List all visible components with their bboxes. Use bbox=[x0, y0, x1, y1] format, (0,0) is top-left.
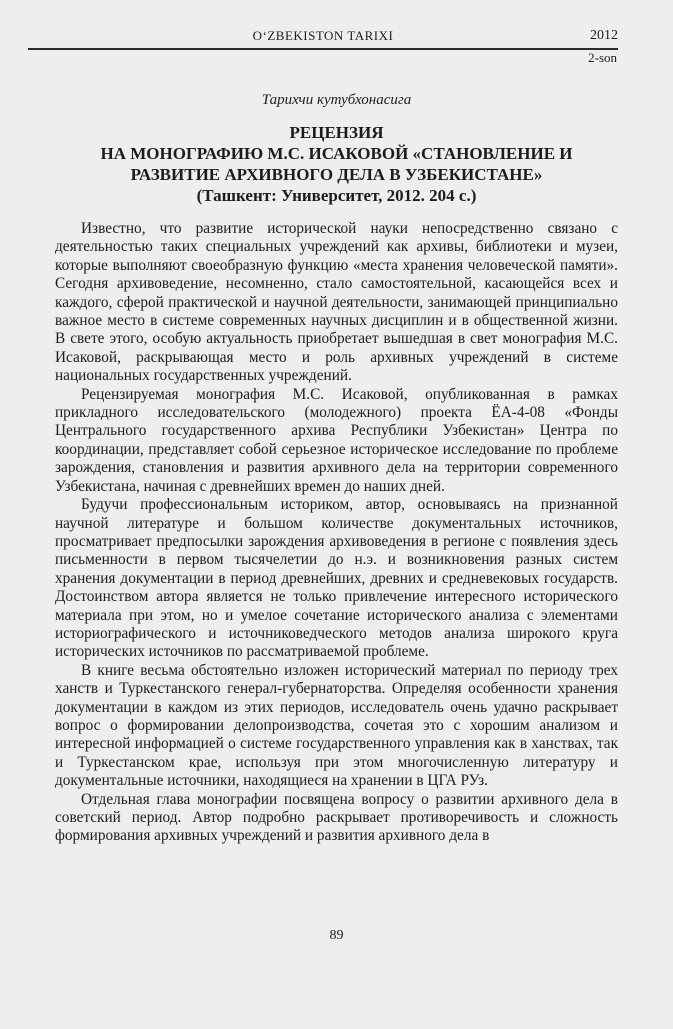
paragraph: Известно, что развитие исторической науки непосредственно связано с деятельностью таких специальных учреждений как архивы, библиотеки и музеи, которые выполняют своеобразную функцию «места хранения человеческой памяти». Сегодня архивоведение, несомненно, стало самостоятельной, касающейся всех и каждого, сферой практической и научной деятельности, занимающей принципиально важное место в системе современных научных дисциплин и в общественной жизни. В свете этого, особую актуальность приобретает вышедшая в свет монография М.С. Исаковой, раскрывающая место и роль архивных учреждений в системе национальных государственных учреждений. bbox=[55, 220, 618, 385]
issue-year: 2012 bbox=[590, 28, 618, 43]
paragraph: Будучи профессиональным историком, автор, основываясь на признанной научной литературе и большом количестве документальных источников, просматривает предпосылки зарождения архивоведения в регионе с появления здесь письменности в первом тысячелетии до н.э. и возникновения разных систем хранения документации в период древнейших, древних и средневековых государств. Достоинством автора является не только привлечение интересного исторического материала при этом, но и умелое сочетание исторического анализа с элементами историографического и источниковедческого методов анализа широкого круга исторических источников по рассматриваемой проблеме. bbox=[55, 496, 618, 661]
paragraph: Отдельная глава монографии посвящена вопросу о развитии архивного дела в советский период. Автор подробно раскрывает противоречивость и сложность формирования архивных учреждений и развития архивного дела в bbox=[55, 790, 618, 845]
section-heading: Тарихчи кутубхонасига bbox=[261, 92, 412, 108]
article-title bbox=[30, 122, 643, 206]
page-number: 89 bbox=[329, 928, 344, 943]
issue-number: 2-son bbox=[588, 50, 617, 65]
article-body bbox=[55, 220, 618, 846]
journal-title: O‘ZBEKISTON TARIXI bbox=[252, 28, 394, 43]
title-line: РЕЦЕНЗИЯ bbox=[289, 123, 384, 142]
title-line: РАЗВИТИЕ АРХИВНОГО ДЕЛА В УЗБЕКИСТАНЕ» bbox=[130, 165, 543, 184]
title-line: НА МОНОГРАФИЮ М.С. ИСАКОВОЙ «СТАНОВЛЕНИЕ И bbox=[100, 144, 573, 163]
title-line: (Ташкент: Университет, 2012. 204 с.) bbox=[196, 186, 477, 205]
paragraph: Рецензируемая монография М.С. Исаковой, опубликованная в рамках прикладного исследовательского (молодежного) проекта ЁА-4-08 «Фонды Центрального государственного архива Республики Узбекистан» Центра по координации, представляет собой серьезное историческое исследование по проблеме зарождения, становления и развития архивного дела на территории современного Узбекистана, начиная с древнейших времен до наших дней. bbox=[55, 385, 618, 495]
paragraph: В книге весьма обстоятельно изложен исторический материал по периоду трех ханств и Туркестанского генерал-губернаторства. Определяя особенности хранения документации в каждом из этих периодов, исследователь очень удачно раскрывает вопрос о формировании делопроизводства, сочетая это с хорошим анализом и интересной информацией о системе государственного управления как в ханствах, так и Туркестанском крае, используя при этом многочисленную литературу и документальные источники, находящиеся на хранении в ЦГА РУз. bbox=[55, 661, 618, 790]
running-header bbox=[28, 26, 618, 50]
